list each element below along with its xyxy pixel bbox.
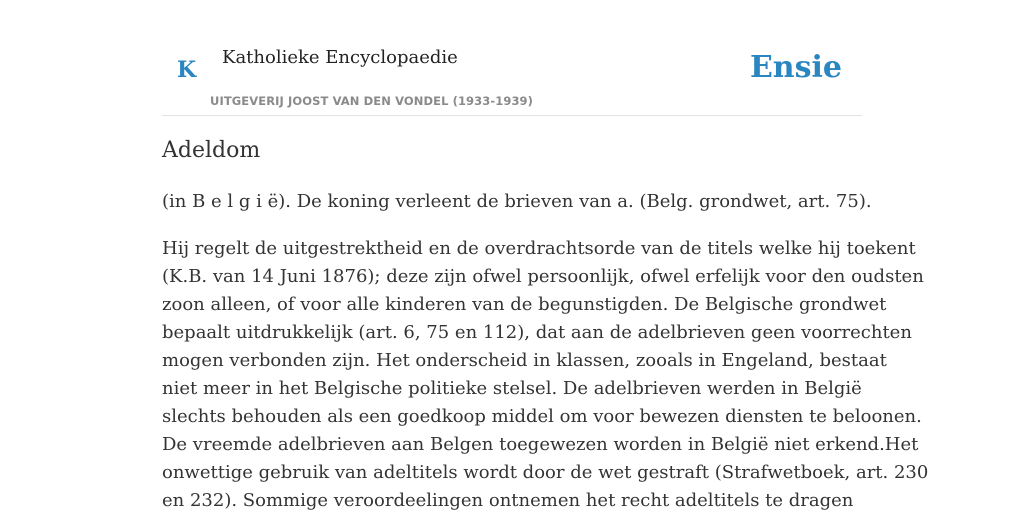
paragraph-line: niet meer in het Belgische politieke stelsel. De adelbrieven werden in België: [162, 378, 862, 399]
article: [162, 138, 929, 512]
paragraph: (in B e l g i ë). De koning verleent de brieven van a. (Belg. grondwet, art. 75).: [162, 191, 872, 212]
paragraph-line: zoon alleen, of voor alle kinderen van de begunstigden. De Belgische grondwet: [162, 294, 887, 315]
paragraph-line: onwettige gebruik van adeltitels wordt door de wet gestraft (Strafwetboek, art. 230: [162, 462, 929, 483]
paragraph-line: slechts behouden als een goedkoop middel om voor bewezen diensten te beloonen.: [162, 406, 922, 427]
ensie-brand-link[interactable]: Ensie: [749, 50, 842, 85]
paragraph: [162, 235, 929, 512]
book-title[interactable]: Katholieke Encyclopaedie: [222, 47, 458, 68]
article-title: Adeldom: [162, 138, 261, 163]
site-header: [162, 40, 862, 116]
paragraph-line: (K.B. van 14 Juni 1876); deze zijn ofwel persoonlijk, ofwel erfelijk voor den oudsten: [162, 266, 924, 287]
paragraph-line: bepaalt uitdrukkelijk (art. 6, 75 en 112), dat aan de adelbrieven geen voorrechten: [162, 322, 912, 343]
encyclopedia-logo-icon[interactable]: K: [177, 57, 197, 83]
paragraph-line: mogen verbonden zijn. Het onderscheid in klassen, zooals in Engeland, bestaat: [162, 350, 887, 371]
paragraph-line: en 232). Sommige veroordeelingen ontnemen het recht adeltitels te dragen: [162, 490, 854, 511]
publisher-label: UITGEVERIJ JOOST VAN DEN VONDEL (1933-1939): [210, 94, 533, 108]
paragraph-line: De vreemde adelbrieven aan Belgen toegewezen worden in België niet erkend.Het: [162, 434, 919, 455]
paragraph-line: Hij regelt de uitgestrektheid en de overdrachtsorde van de titels welke hij toekent: [162, 238, 916, 259]
